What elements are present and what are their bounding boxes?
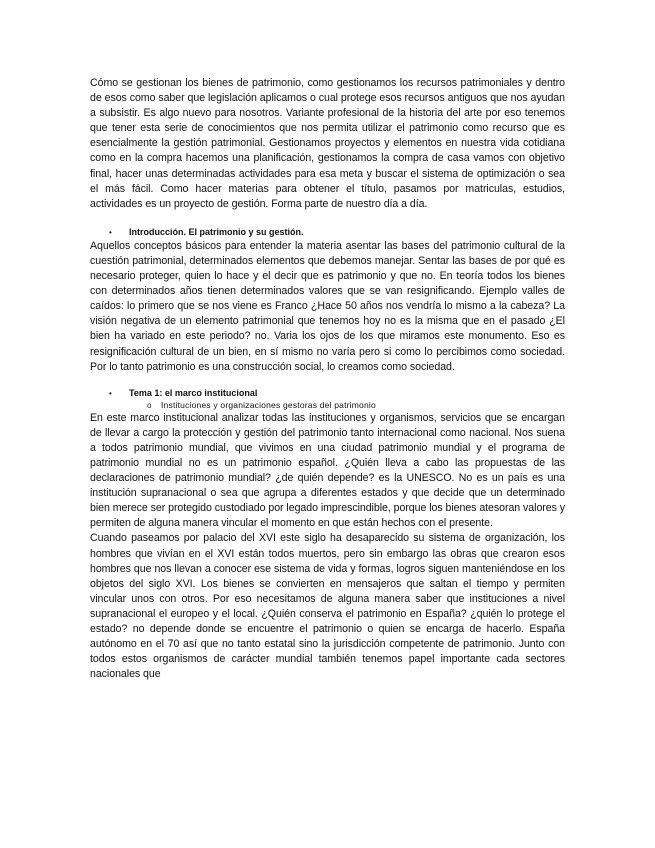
bullet-icon: •: [109, 227, 112, 237]
section2-paragraph-1: En este marco institucional analizar todas las instituciones y organismos, servicios que se encargan de llevar a cargo la protección y gestión del patrimonio tanto internacional como nacional. Nos suena a todos patrimonio mundial, que vivimos en una ciudad patrimonio mundial y el programa de patrimonio mundial no es un patrimonio español. ¿Quién lleva a cabo las propuestas de las declaraciones de patrimonio mundial? ¿de quién depende? es la UNESCO. No es un país es una institución supranacional o sea que agrupa a diferentes estados y que decide que un determinado bien merece ser protegido custodiado por legado imprescindible, porque los bienes atesoran valores y permiten de alguna manera vincular el momento en que están hechos con el presente.: [90, 411, 565, 530]
subheading-instituciones: [90, 400, 565, 411]
spacer: [90, 212, 565, 226]
intro-paragraph: Cómo se gestionan los bienes de patrimonio, como gestionamos los recursos patrimoniales y dentro de esos como saber que legislación aplicamos o cual protege esos recursos antiguos que nos ayudan a subsistir. Es algo nuevo para nosotros. Variante profesional de la historia del arte por eso tenemos que tener esta serie de conocimientos que nos permita utilizar el patrimonio como recurso que es esencialmente la gestión patrimonial. Gestionamos proyectos y elementos en nuestra vida cotidiana como en la compra hacemos una planificación, gestionamos la compra de casa vamos con objetivo final, hacer unas determinadas actividades para esa meta y buscar el sistema de optimización o sea el más fácil. Como hacer materias para obtener el título, pasamos por matriculas, estudios, actividades es un proyecto de gestión. Forma parte de nuestro día a día.: [90, 77, 565, 210]
section-heading-text: Introducción. El patrimonio y su gestión.: [129, 226, 304, 237]
section1-paragraph: Aquellos conceptos básicos para entender la materia asentar las bases del patrimonio cultural de la cuestión patrimonial, determinados elementos que debemos manejar. Sentar las bases de por qué es necesario proteger, quien lo hace y el decir que es patrimonio y que no. En teoría todos los bienes con determinados años tienen determinados valores que se van resignificando. Ejemplo valles de caídos: lo primero que se nos viene es Franco ¿Hace 50 años nos vendría lo mismo a la cabeza? La visión negativa de un elemento patrimonial que tenemos hoy no es la misma que en el pasado ¿El bien ha variado en este periodo? no. Varia los ojos de los que miramos este monumento. Eso es resignificación cultural de un bien, en sí mismo no varía pero si como lo percibimos como sociedad. Por lo tanto patrimonio es una construcción social, lo creamos como sociedad.: [90, 239, 565, 373]
bullet-icon: •: [109, 388, 112, 398]
subheading-text: Instituciones y organizaciones gestoras del patrimonio: [161, 399, 376, 410]
section-heading-text: Tema 1: el marco institucional: [129, 387, 258, 398]
section2-paragraph-2: Cuando paseamos por palacio del XVI este siglo ha desaparecido su sistema de organización, los hombres que vivían en el XVI están todos muertos, pero sin embargo las obras que crearon esos hombres que nos llevan a conocer ese sistema de vida y formas, logros siguen manteniéndose en los objetos del siglo XVI. Los bienes se convierten en mensajeros que saltan el tiempo y permiten vincular unos con otros. Por eso necesitamos de alguna manera saber que instituciones a nivel supranacional el europeo y el local. ¿Quién conserva el patrimonio en España? ¿quién lo protege el estado? no depende donde se encuentre el patrimonio o quien se encarga de hacerlo. España autónomo en el 70 así que no tanto estatal sino la jurisdicción competente de patrimonio. Junto con todos estos organismos de carácter mundial también tenemos papel importante cada sectores nacionales que: [90, 532, 565, 681]
circle-bullet-icon: o: [147, 400, 152, 410]
section-heading-introduccion: [90, 226, 565, 239]
section-heading-tema1: [90, 387, 565, 400]
spacer: [90, 375, 565, 387]
